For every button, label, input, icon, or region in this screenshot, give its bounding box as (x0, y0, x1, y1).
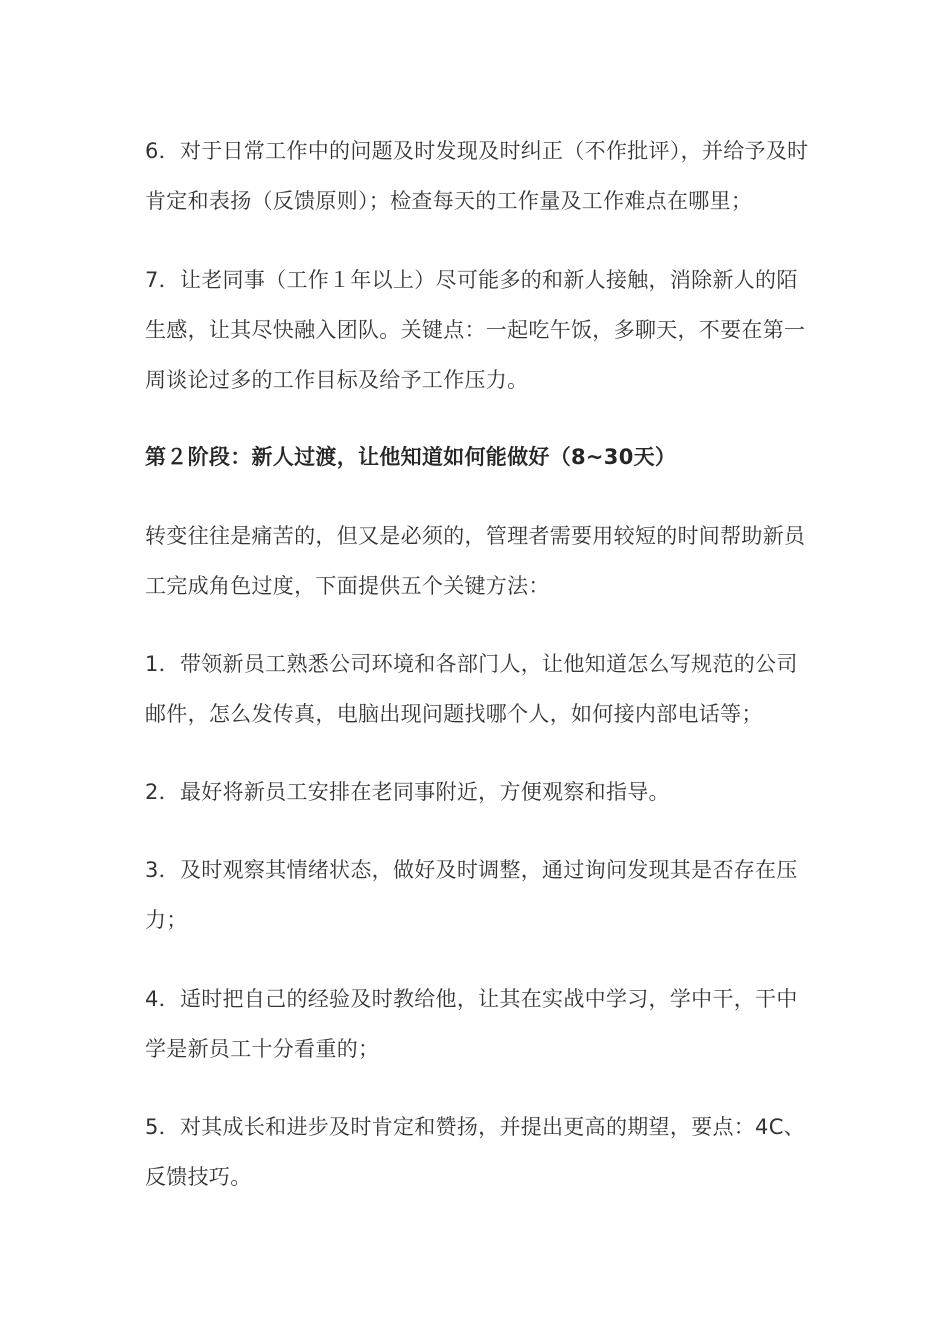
section-heading-stage-2: 第２阶段：新人过渡，让他知道如何能做好（8~30天） (145, 445, 677, 469)
list-item-1: 1．带领新员工熟悉公司环境和各部门人，让他知道怎么写规范的公司邮件，怎么发传真，电脑出现问题找哪个人，如何接内部电话等； (145, 652, 798, 726)
list-item-2: 2．最好将新员工安排在老同事附近，方便观察和指导。 (145, 780, 670, 804)
paragraph-item-7: 7．让老同事（工作１年以上）尽可能多的和新人接触，消除新人的陌生感，让其尽快融入团队。关键点：一起吃午饭，多聊天，不要在第一周谈论过多的工作目标及给予工作压力。 (145, 268, 806, 392)
paragraph-intro: 转变往往是痛苦的，但又是必须的，管理者需要用较短的时间帮助新员工完成角色过度，下面提供五个关键方法： (145, 524, 806, 598)
list-item-5: 5．对其成长和进步及时肯定和赞扬，并提出更高的期望，要点：4C、反馈技巧。 (145, 1115, 805, 1189)
paragraph-item-6: 6．对于日常工作中的问题及时发现及时纠正（不作批评），并给予及时肯定和表扬（反馈原则）；检查每天的工作量及工作难点在哪里； (145, 139, 809, 213)
list-item-3: 3．及时观察其情绪状态，做好及时调整，通过询问发现其是否存在压力； (145, 858, 798, 932)
list-item-4: 4．适时把自己的经验及时教给他，让其在实战中学习，学中干，干中学是新员工十分看重的； (145, 987, 798, 1061)
